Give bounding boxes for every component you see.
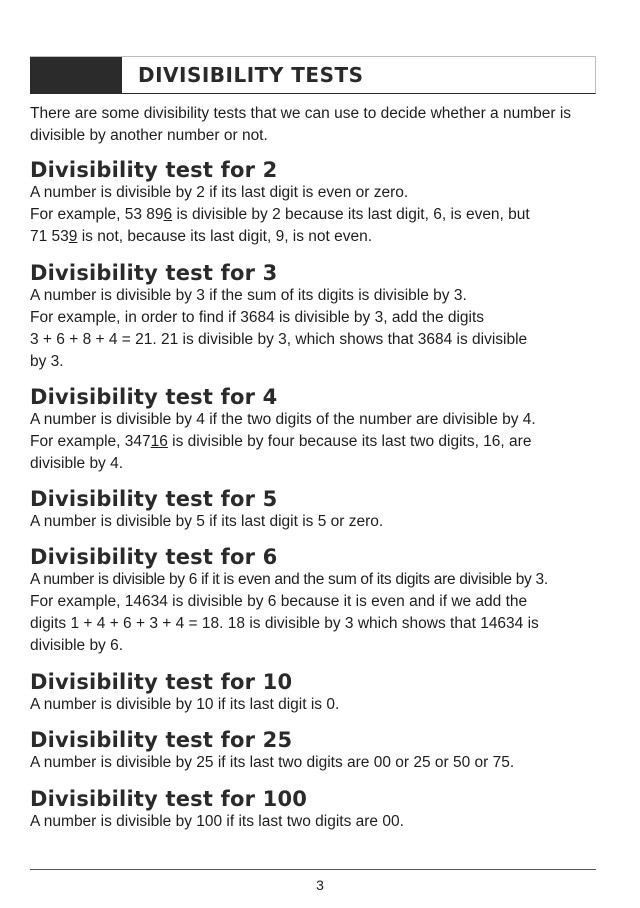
banner-dark-block	[30, 57, 122, 94]
example-text: is not, because its last digit, 9, is not even.	[77, 228, 373, 245]
section-example-line	[30, 204, 610, 226]
example-text: is divisible by 2 because its last digit, 6, is even, but	[172, 206, 530, 223]
section-test-5	[30, 487, 610, 533]
section-heading: Divisibility test for 4	[30, 385, 278, 409]
section-line: A number is divisible by 10 if its last digit is 0.	[30, 696, 340, 713]
section-heading: Divisibility test for 25	[30, 728, 293, 752]
section-line: 3 + 6 + 8 + 4 = 21. 21 is divisible by 3, which shows that 3684 is divisible	[30, 331, 528, 348]
section-line: For example, in order to find if 3684 is divisible by 3, add the digits	[30, 309, 485, 326]
section-test-25	[30, 728, 610, 774]
section-example-line	[30, 226, 610, 248]
section-heading: Divisibility test for 3	[30, 261, 278, 285]
title-banner	[30, 56, 596, 94]
section-line: A number is divisible by 100 if its last two digits are 00.	[30, 813, 404, 830]
section-line: digits 1 + 4 + 6 + 3 + 4 = 18. 18 is divisible by 3 which shows that 14634 is	[30, 615, 539, 632]
footer-divider	[30, 869, 596, 870]
section-line: divisible by 6.	[30, 637, 124, 654]
section-example-line	[30, 431, 610, 453]
section-line: A number is divisible by 5 if its last digit is 5 or zero.	[30, 513, 384, 530]
section-test-10	[30, 670, 610, 716]
example-text: For example, 53 89	[30, 206, 164, 223]
section-test-100	[30, 787, 610, 833]
section-line: by 3.	[30, 353, 64, 370]
example-text: For example, 347	[30, 433, 151, 450]
section-test-6	[30, 545, 610, 657]
section-test-3	[30, 261, 610, 373]
intro-paragraph: There are some divisibility tests that we can use to decide whether a number is divisible by another number or not.	[30, 105, 572, 144]
section-heading: Divisibility test for 10	[30, 670, 293, 694]
section-line: A number is divisible by 25 if its last two digits are 00 or 25 or 50 or 75.	[30, 754, 515, 771]
page-number: 3	[316, 877, 324, 893]
section-line: A number is divisible by 4 if the two digits of the number are divisible by 4.	[30, 411, 536, 428]
section-heading: Divisibility test for 2	[30, 158, 278, 182]
page-title: DIVISIBILITY TESTS	[138, 63, 364, 87]
underlined-digit: 6	[163, 206, 173, 223]
section-line: A number is divisible by 2 if its last digit is even or zero.	[30, 184, 409, 201]
underlined-digit: 9	[68, 228, 78, 245]
underlined-digits: 16	[150, 433, 168, 450]
section-line: divisible by 4.	[30, 455, 124, 472]
section-heading: Divisibility test for 6	[30, 545, 278, 569]
section-test-4	[30, 385, 610, 475]
section-heading: Divisibility test for 100	[30, 787, 308, 811]
section-heading: Divisibility test for 5	[30, 487, 278, 511]
section-line: A number is divisible by 6 if it is even and the sum of its digits are divisible by 3.	[30, 571, 548, 588]
section-line: For example, 14634 is divisible by 6 because it is even and if we add the	[30, 593, 528, 610]
example-text: is divisible by four because its last two digits, 16, are	[167, 433, 532, 450]
example-text: 71 53	[30, 228, 69, 245]
section-test-2	[30, 158, 610, 248]
section-line: A number is divisible by 3 if the sum of its digits is divisible by 3.	[30, 287, 467, 304]
